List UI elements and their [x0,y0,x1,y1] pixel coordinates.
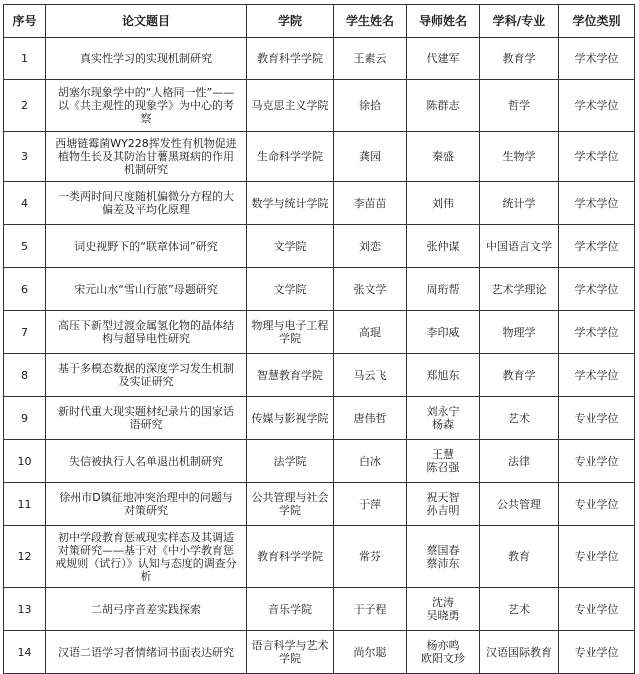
advisor-name: 杨亦鸣 [426,639,460,652]
cell-major: 教育学 [480,354,559,397]
cell-title: 高压下新型过渡金属氢化物的晶体结构与超导电性研究 [46,311,247,354]
cell-degree: 专业学位 [559,397,635,440]
table-row [4,526,635,588]
cell-degree: 学术学位 [559,225,635,268]
cell-no: 14 [4,631,46,674]
cell-student: 常芬 [334,526,407,588]
cell-degree: 专业学位 [559,588,635,631]
cell-advisor [407,588,480,631]
cell-major: 艺术 [480,588,559,631]
advisor-name: 郑旭东 [426,368,460,382]
table-row [4,182,635,225]
cell-no: 6 [4,268,46,311]
cell-student: 于萍 [334,483,407,526]
header-student: 学生姓名 [334,5,407,38]
cell-advisor [407,483,480,526]
cell-advisor [407,526,480,588]
cell-major: 教育 [480,526,559,588]
cell-major: 汉语国际教育 [480,631,559,674]
cell-title: 词史视野下的“联章体词”研究 [46,225,247,268]
thesis-table [3,4,635,674]
cell-college: 教育科学学院 [247,526,334,588]
cell-degree: 学术学位 [559,132,635,182]
advisor-name: 蔡国春 [426,543,460,557]
cell-advisor [407,132,480,182]
cell-title: 二胡弓序音差实践探索 [46,588,247,631]
cell-major: 生物学 [480,132,559,182]
cell-major: 教育学 [480,38,559,80]
cell-no: 10 [4,440,46,483]
cell-college: 音乐学院 [247,588,334,631]
cell-title: 一类两时间尺度随机偏微分方程的大偏差及平均化原理 [46,182,247,225]
cell-student: 高琨 [334,311,407,354]
advisor-name: 陈召强 [426,461,460,474]
cell-major: 艺术学理论 [480,268,559,311]
cell-major: 中国语言文学 [480,225,559,268]
table-row [4,588,635,631]
cell-title: 西塘链霉菌WY228挥发性有机物促进植物生长及其防治甘薯黑斑病的作用机制研究 [46,132,247,182]
cell-student: 徐拾 [334,80,407,132]
cell-major: 物理学 [480,311,559,354]
advisor-name: 李印威 [426,325,460,339]
advisor-name: 周珩帮 [426,282,460,296]
table-row [4,440,635,483]
advisor-name: 蔡沛东 [426,556,460,570]
cell-college: 文学院 [247,225,334,268]
cell-student: 刘恋 [334,225,407,268]
cell-degree: 学术学位 [559,311,635,354]
cell-student: 张文学 [334,268,407,311]
cell-major: 统计学 [480,182,559,225]
cell-student: 马云飞 [334,354,407,397]
cell-advisor [407,397,480,440]
cell-no: 12 [4,526,46,588]
cell-major: 公共管理 [480,483,559,526]
cell-college: 数学与统计学院 [247,182,334,225]
cell-college: 传媒与影视学院 [247,397,334,440]
cell-advisor [407,225,480,268]
cell-advisor [407,80,480,132]
table-row [4,354,635,397]
advisor-name: 刘伟 [432,196,454,210]
advisor-name: 张仲谋 [426,239,460,253]
advisor-name: 孙吉明 [426,504,460,517]
cell-advisor [407,268,480,311]
cell-no: 13 [4,588,46,631]
cell-degree: 学术学位 [559,38,635,80]
cell-college: 公共管理与社会学院 [247,483,334,526]
cell-no: 9 [4,397,46,440]
advisor-name: 吴晓勇 [426,609,460,622]
table-row [4,631,635,674]
cell-title: 新时代重大现实题材纪录片的国家话语研究 [46,397,247,440]
cell-student: 王素云 [334,38,407,80]
cell-student: 唐伟哲 [334,397,407,440]
table-row [4,397,635,440]
advisor-name: 王慧 [432,448,454,461]
cell-college: 语言科学与艺术学院 [247,631,334,674]
advisor-name: 欧阳文珍 [421,652,465,665]
header-degree: 学位类别 [559,5,635,38]
cell-no: 7 [4,311,46,354]
cell-advisor [407,354,480,397]
cell-degree: 专业学位 [559,631,635,674]
cell-college: 文学院 [247,268,334,311]
cell-no: 11 [4,483,46,526]
cell-degree: 专业学位 [559,440,635,483]
advisor-name: 秦盛 [432,150,454,163]
cell-title: 胡塞尔现象学中的“人格同一性”——以《共主观性的现象学》为中心的考察 [46,80,247,132]
advisor-name: 杨森 [432,418,454,431]
table-body [4,38,635,674]
cell-major: 哲学 [480,80,559,132]
cell-title: 真实性学习的实现机制研究 [46,38,247,80]
advisor-name: 刘永宁 [426,405,460,418]
advisor-name: 祝天智 [426,491,460,504]
cell-advisor [407,440,480,483]
table-row [4,132,635,182]
cell-college: 教育科学学院 [247,38,334,80]
advisor-name: 代建军 [426,52,460,65]
table-row [4,311,635,354]
header-row [4,5,635,38]
cell-major: 法律 [480,440,559,483]
table-row [4,268,635,311]
cell-student: 尚尔聪 [334,631,407,674]
cell-title: 基于多模态数据的深度学习发生机制及实证研究 [46,354,247,397]
cell-degree: 学术学位 [559,80,635,132]
cell-major: 艺术 [480,397,559,440]
cell-degree: 专业学位 [559,483,635,526]
cell-college: 法学院 [247,440,334,483]
cell-advisor [407,631,480,674]
cell-advisor [407,311,480,354]
cell-advisor [407,38,480,80]
header-college: 学院 [247,5,334,38]
cell-no: 3 [4,132,46,182]
cell-title: 徐州市D镇征地冲突治理中的问题与对策研究 [46,483,247,526]
cell-student: 李苗苗 [334,182,407,225]
table-row [4,80,635,132]
cell-no: 5 [4,225,46,268]
advisor-name: 沈涛 [432,596,454,609]
advisor-name: 陈群志 [426,99,460,112]
cell-title: 汉语二语学习者情绪词书面表达研究 [46,631,247,674]
header-no: 序号 [4,5,46,38]
cell-college: 智慧教育学院 [247,354,334,397]
cell-student: 白冰 [334,440,407,483]
table-row [4,483,635,526]
cell-advisor [407,182,480,225]
cell-title: 宋元山水“雪山行旅”母题研究 [46,268,247,311]
table-row [4,38,635,80]
cell-title: 初中学段教育惩戒现实样态及其调适对策研究——基于对《中小学教育惩戒规则（试行）》认知与态度的调查分析 [46,526,247,588]
header-major: 学科/专业 [480,5,559,38]
cell-degree: 学术学位 [559,268,635,311]
cell-degree: 专业学位 [559,526,635,588]
cell-no: 8 [4,354,46,397]
cell-no: 4 [4,182,46,225]
cell-college: 物理与电子工程学院 [247,311,334,354]
cell-college: 生命科学学院 [247,132,334,182]
cell-title: 失信被执行人名单退出机制研究 [46,440,247,483]
cell-degree: 学术学位 [559,182,635,225]
cell-student: 龚园 [334,132,407,182]
cell-degree: 学术学位 [559,354,635,397]
cell-no: 2 [4,80,46,132]
table-row [4,225,635,268]
cell-college: 马克思主义学院 [247,80,334,132]
cell-no: 1 [4,38,46,80]
cell-student: 于子程 [334,588,407,631]
header-title: 论文题目 [46,5,247,38]
header-advisor: 导师姓名 [407,5,480,38]
